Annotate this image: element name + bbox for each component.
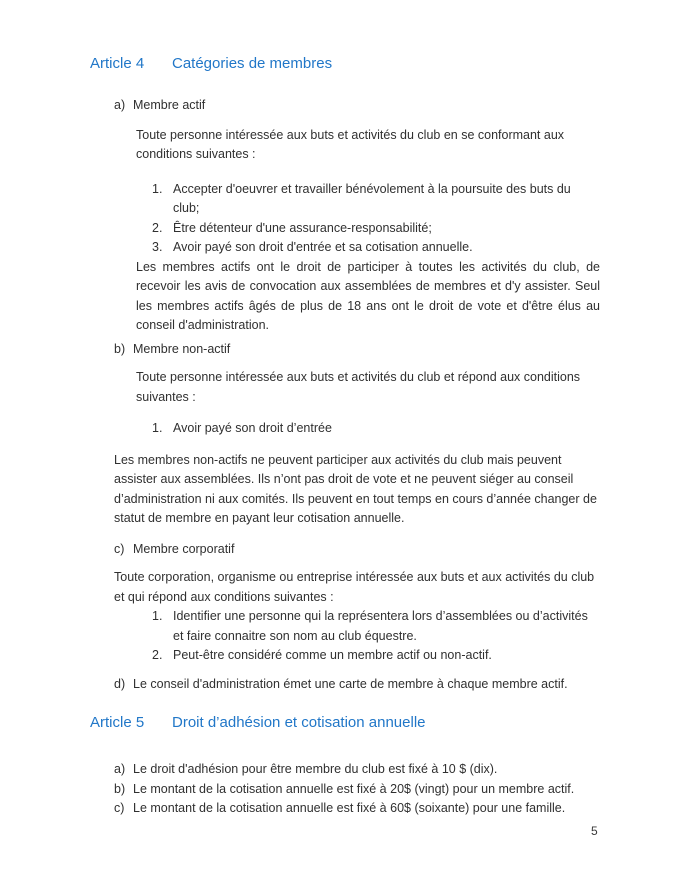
article4-title: Catégories de membres: [172, 55, 333, 72]
list-item-text: Peut-être considéré comme un membre actif ou non-actif.: [173, 648, 492, 662]
list-item-text: Avoir payé son droit d’entrée: [173, 421, 332, 435]
item-c: [114, 540, 600, 560]
item-b: [114, 340, 600, 360]
item-a-intro: Toute personne intéressée aux buts et activités du club en se conformant aux conditions suivantes :: [136, 127, 565, 161]
list-item-number: 1.: [152, 609, 163, 623]
item-b-list: [90, 419, 600, 439]
list-item-number: 1.: [152, 421, 163, 435]
item-a-list: [90, 180, 600, 258]
item-c-intro: Toute corporation, organisme ou entreprise intéressée aux buts et aux activités du club et qui répond aux conditions suivantes :: [114, 570, 602, 604]
article4-number: Article 4: [90, 55, 145, 72]
list-item: [152, 646, 600, 666]
list-item-number: 3.: [152, 240, 163, 254]
item-b-paragraph: Les membres non-actifs ne peuvent participer aux activités du club mais peuvent assister aux assemblées. Ils n’ont pas droit de vote et ne peuvent siéger au conseil d’administration ni aux comités. Ils peuvent en tout temps en cours d’année changer de statut de membre en payant leur cotisation annuelle.: [114, 452, 597, 525]
item-a-paragraph: Les membres actifs ont le droit de participer à toutes les activités du club, de recevoir les avis de convocation aux assemblées de membres et d'y assister. Seul les membres actifs âgés de plus de 18 ans ont le droit de vote et d'être élus au conseil d'administration.: [136, 259, 600, 332]
article5-item: [114, 760, 600, 780]
article5-heading: [90, 713, 600, 733]
article5-item-text: Le droit d'adhésion pour être membre du club est fixé à 10 $ (dix).: [133, 762, 498, 776]
item-c-list: [90, 607, 600, 666]
list-item-text: Avoir payé son droit d'entrée et sa cotisation annuelle.: [173, 240, 473, 254]
article5-item-text: Le montant de la cotisation annuelle est fixé à 60$ (soixante) pour une famille.: [133, 801, 566, 815]
list-item: [152, 238, 600, 258]
article5-list: [90, 760, 600, 819]
list-item-text: Identifier une personne qui la représentera lors d’assemblées ou d’activités et faire connaitre son nom au club équestre.: [173, 609, 588, 643]
article5-item-text: Le montant de la cotisation annuelle est fixé à 20$ (vingt) pour un membre actif.: [133, 781, 575, 796]
list-item-number: 1.: [152, 181, 163, 196]
article5-title: Droit d’adhésion et cotisation annuelle: [172, 714, 426, 731]
item-c-heading: Membre corporatif: [133, 541, 235, 556]
list-item: [152, 180, 600, 219]
page-number: 5: [591, 824, 598, 838]
item-a-marker: a): [114, 98, 126, 112]
item-b-heading: Membre non-actif: [133, 341, 231, 356]
list-item: [152, 219, 600, 239]
item-c-marker: c): [114, 541, 125, 556]
item-a-heading: Membre actif: [133, 98, 206, 112]
item-a: [114, 96, 600, 116]
list-item-number: 2.: [152, 220, 163, 235]
article5-item-marker: b): [114, 781, 126, 796]
item-d-marker: d): [114, 676, 126, 691]
article5-item-marker: c): [114, 801, 125, 815]
list-item-number: 2.: [152, 648, 163, 662]
list-item: [152, 419, 600, 439]
article5-item: [114, 799, 600, 819]
item-d-text: Le conseil d'administration émet une carte de membre à chaque membre actif.: [133, 676, 568, 691]
article4-heading: [90, 54, 600, 74]
item-b-marker: b): [114, 341, 126, 356]
article5-item-marker: a): [114, 762, 126, 776]
list-item-text: Accepter d'oeuvrer et travailler bénévolement à la poursuite des buts du club;: [173, 181, 571, 215]
article5-item: [114, 780, 600, 800]
list-item: [152, 607, 600, 646]
item-d: [114, 675, 600, 695]
list-item-text: Être détenteur d'une assurance-responsabilité;: [173, 220, 432, 235]
article5-number: Article 5: [90, 714, 145, 731]
item-b-intro: Toute personne intéressée aux buts et activités du club et répond aux conditions suivantes :: [136, 370, 581, 404]
